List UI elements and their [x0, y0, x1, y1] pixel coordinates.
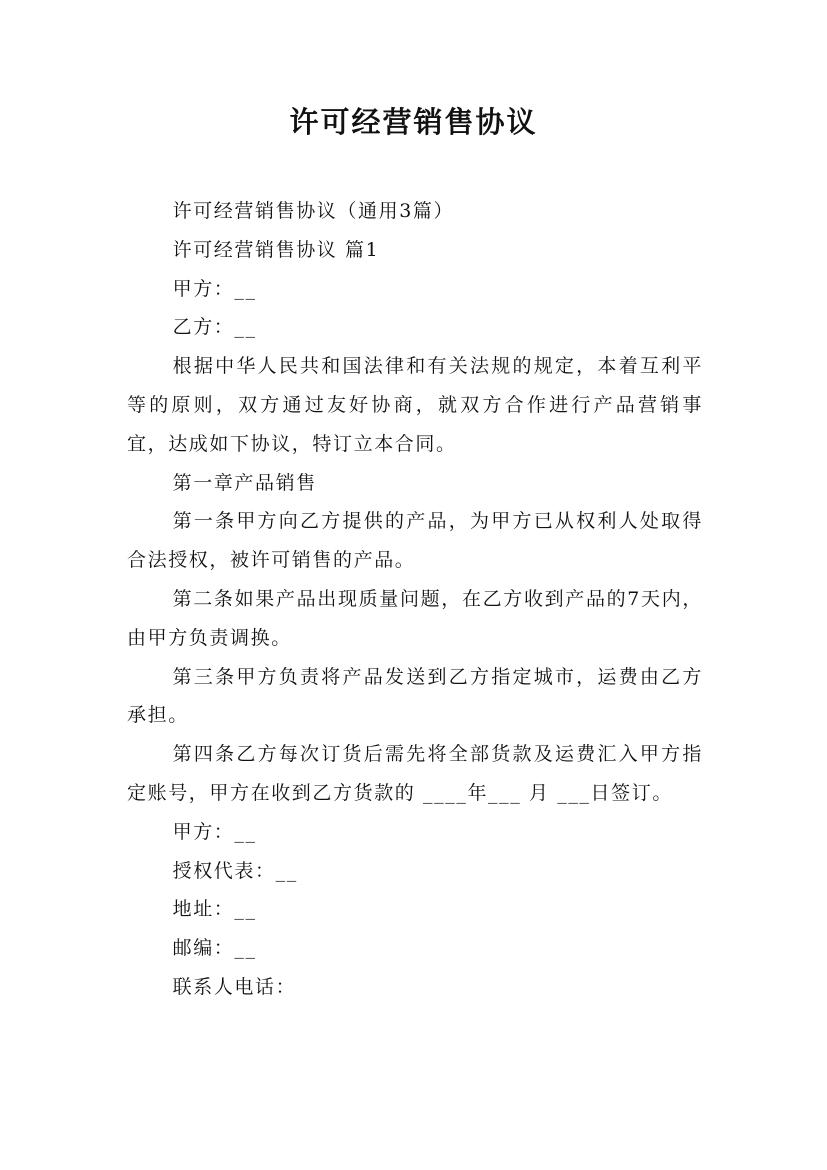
paragraph-contact-phone: 联系人电话：: [172, 975, 297, 998]
paragraph-party-b: 乙方：__: [172, 316, 257, 339]
document-body: [127, 192, 703, 1007]
paragraph-section-heading: 许可经营销售协议 篇1: [172, 238, 380, 261]
paragraph-article-4: 第四条乙方每次订货后需先将全部货款及运费汇入甲方指定账号，甲方在收到乙方货款的 ____年___ 月 ___日签订。: [127, 743, 703, 804]
paragraph-signature-party-a: 甲方：__: [172, 820, 257, 843]
paragraph-chapter-1: 第一章产品销售: [172, 471, 317, 494]
paragraph-article-2: 第二条如果产品出现质量问题，在乙方收到产品的7天内，由甲方负责调换。: [127, 587, 703, 649]
paragraph-doc-subtitle: 许可经营销售协议（通用3篇）: [172, 200, 455, 222]
paragraph-article-3: 第三条甲方负责将产品发送到乙方指定城市，运费由乙方承担。: [127, 665, 703, 727]
paragraph-preamble: 根据中华人民共和国法律和有关法规的规定，本着互利平等的原则，双方通过友好协商，就双方合作进行产品营销事宜，达成如下协议，特订立本合同。: [127, 355, 703, 455]
paragraph-article-1: 第一条甲方向乙方提供的产品，为甲方已从权利人处取得合法授权，被许可销售的产品。: [127, 510, 703, 572]
paragraph-authorized-rep: 授权代表：__: [172, 859, 298, 882]
paragraph-address: 地址：__: [172, 898, 257, 921]
page-title: 许可经营销售协议: [289, 105, 538, 139]
paragraph-postcode: 邮编：__: [172, 937, 257, 960]
paragraph-party-a: 甲方：__: [172, 277, 257, 300]
